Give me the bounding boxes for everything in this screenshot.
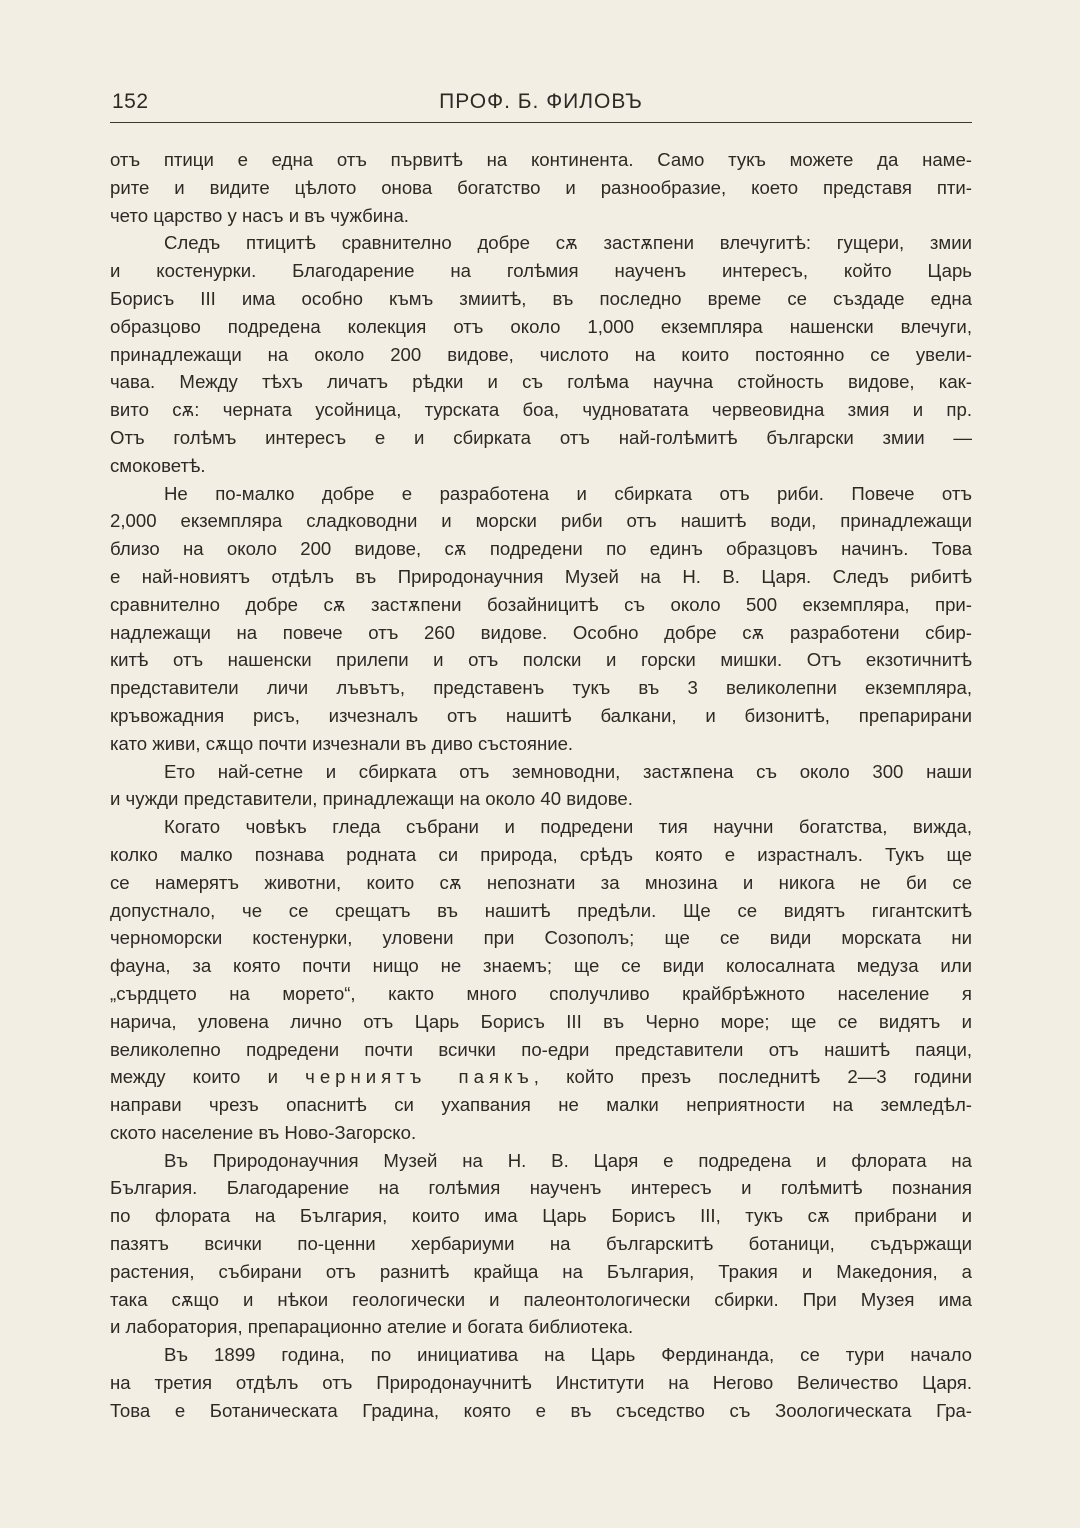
text-line: Борисъ III има особно къмъ змиитѣ, въ последно време се създаде една xyxy=(110,287,972,309)
text-line: на третия отдѣлъ отъ Природонаучнитѣ Институти на Негово Величество Царя. xyxy=(110,1372,972,1394)
text-line: ското население въ Ново-Загорско. xyxy=(110,1121,417,1143)
text-line: и лаборатория, препарационно ателие и богата библиотека. xyxy=(110,1316,634,1338)
running-head: ПРОФ. Б. ФИЛОВЪ xyxy=(439,90,643,113)
text-line: пазятъ всички по-ценни хербариуми на българскитѣ ботаници, съдържащи xyxy=(110,1233,972,1255)
text-line: принадлежащи на около 200 видове, числото на които постоянно се увели- xyxy=(110,343,972,365)
text-line: нарича, уловена лично отъ Царь Борисъ III въ Черно море; ще се видятъ и xyxy=(110,1010,972,1032)
text-line: „сърдцето на морето“, както много сполучливо крайбрѣжното население я xyxy=(110,982,972,1004)
text-line: фауна, за която почти нищо не знаемъ; ще се види колосалната медуза или xyxy=(110,955,972,977)
text-line: и чужди представители, принадлежащи на около 40 видове. xyxy=(110,788,633,810)
text-line: отъ птици е една отъ първитѣ на континента. Само тукъ можете да наме- xyxy=(110,149,972,170)
text-line: направи чрезъ опаснитѣ си ухапвания не малки неприятности на земледѣл- xyxy=(110,1094,972,1116)
text-line: България. Благодарение на голѣмия наученъ интересъ и голѣмитѣ познания xyxy=(110,1177,972,1199)
text-line: и костенурки. Благодарение на голѣмия наученъ интересъ, който Царь xyxy=(110,260,972,282)
text-line: като живи, сѫщо почти изчезнали въ диво състояние. xyxy=(110,732,574,754)
text-line: така сѫщо и нѣкои геологически и палеонтологически сбирки. При Музея има xyxy=(110,1288,972,1310)
body-text xyxy=(110,146,972,1425)
text-line: Отъ голѣмъ интересъ е и сбирката отъ най-голѣмитѣ български змии — xyxy=(110,426,972,448)
text-line: Следъ птицитѣ сравнително добре сѫ застѫпени влечугитѣ: гущери, змии xyxy=(164,232,972,254)
text-line: Въ 1899 година, по инициатива на Царь Фердинанда, се тури начало xyxy=(164,1344,972,1366)
page-header xyxy=(110,86,972,123)
text-segment: , който презъ последнитѣ 2—3 години xyxy=(533,1066,973,1088)
text-line: надлежащи на повече отъ 260 видове. Особно добре сѫ разработени сбир- xyxy=(110,621,972,643)
text-line: рите и видите цѣлото онова богатство и разнообразие, което представя пти- xyxy=(110,176,972,198)
text-line: се намерятъ животни, които сѫ непознати за мнозина и никога не би се xyxy=(110,871,972,893)
text-line: допустнало, че се срещатъ въ нашитѣ предѣли. Ще се видятъ гигантскитѣ xyxy=(110,899,972,921)
text-line: по флората на България, които има Царь Борисъ III, тукъ сѫ прибрани и xyxy=(110,1205,972,1227)
text-line: Не по-малко добре е разработена и сбирката отъ риби. Повече отъ xyxy=(164,482,972,504)
text-line: вито сѫ: черната усойница, турската боа, чудноватата червеовидна змия и пр. xyxy=(110,399,972,421)
text-line: смоковетѣ. xyxy=(110,454,206,476)
text-line: сравнително добре сѫ застѫпени бозайницитѣ съ около 500 екземпляра, при- xyxy=(110,593,972,615)
text-line: великолепно подредени почти всички по-едри представители отъ нашитѣ паяци, xyxy=(110,1038,972,1060)
text-line: чето царство у насъ и въ чужбина. xyxy=(110,204,409,226)
text-line: близо на около 200 видове, сѫ подредени по единъ образцовъ начинъ. Това xyxy=(110,538,972,560)
text-line: чава. Между тѣхъ личатъ рѣдки и съ голѣма научна стойность видове, как- xyxy=(110,371,972,393)
text-line: 2,000 екземпляра сладководни и морски риби отъ нашитѣ води, принадлежащи xyxy=(110,510,972,532)
page-number: 152 xyxy=(112,90,149,113)
text-line: Това е Ботаническата Градина, която е въ съседство съ Зоологическата Гра- xyxy=(110,1399,972,1421)
text-line: Когато човѣкъ гледа събрани и подредени тия научни богатства, вижда, xyxy=(164,816,972,838)
text-line: черноморски костенурки, уловени при Созополъ; ще се види морската ни xyxy=(110,927,972,949)
text-line: Ето най-сетне и сбирката отъ земноводни, застѫпена съ около 300 наши xyxy=(164,760,972,782)
text-line: представители личи лъвътъ, представенъ тукъ въ 3 великолепни екземпляра, xyxy=(110,677,972,699)
text-line: Въ Природонаучния Музей на Н. В. Царя е подредена и флората на xyxy=(164,1149,972,1171)
text-line: китѣ отъ нашенски прилепи и отъ полски и горски мишки. Отъ екзотичнитѣ xyxy=(110,649,972,671)
text-line-with-spaced-phrase xyxy=(110,1063,972,1091)
text-line: кръвожадния рисъ, изчезналъ отъ нашитѣ балкани, и бизонитѣ, препарирани xyxy=(110,704,972,726)
text-line: образцово подредена колекция отъ около 1,000 екземпляра нашенски влечуги, xyxy=(110,315,972,337)
spaced-phrase: черниятъ паякъ xyxy=(305,1066,534,1088)
text-segment: между които и xyxy=(110,1066,278,1088)
text-line: е най-новиятъ отдѣлъ въ Природонаучния Музей на Н. В. Царя. Следъ рибитѣ xyxy=(110,565,972,587)
text-line: колко малко познава родната си природа, срѣдъ която е израстналъ. Тукъ ще xyxy=(110,843,972,865)
text-line: растения, събирани отъ разнитѣ крайща на България, Тракия и Македония, а xyxy=(110,1260,972,1282)
